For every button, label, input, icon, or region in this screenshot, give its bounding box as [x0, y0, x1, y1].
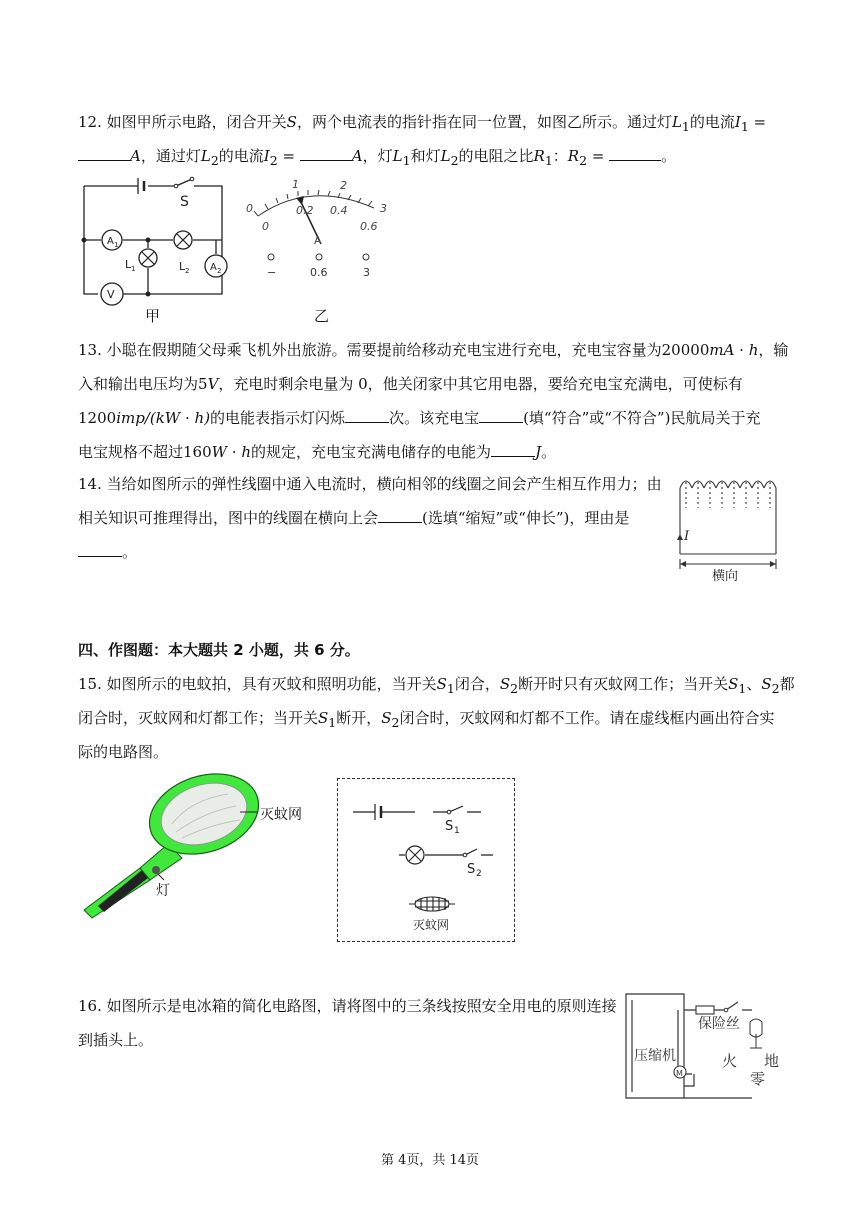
answer-blank[interactable]: [609, 146, 661, 161]
q13-line2: 入和输出电压均为5V，充电时剩余电量为 0，他关闭家中其它用电器，要给充电宝充满电，可使标有: [78, 375, 743, 393]
answer-blank[interactable]: [479, 408, 523, 423]
components-diagram: [337, 778, 513, 940]
svg-text:−: −: [267, 266, 277, 279]
svg-text:0.4: 0.4: [330, 204, 348, 217]
answer-blank[interactable]: [78, 146, 130, 161]
svg-text:V: V: [107, 288, 115, 301]
section-title: 四、作图题：本大题共 2 小题，共 6 分。: [78, 641, 360, 659]
svg-text:1: 1: [131, 265, 136, 273]
svg-text:压缩机: 压缩机: [634, 1048, 676, 1064]
svg-text:A: A: [210, 262, 217, 273]
q13-line1: 13. 小聪在假期随父母乘飞机外出旅游。需要提前给移动充电宝进行充电，充电宝容量为20000mA · h，输: [78, 341, 789, 359]
svg-text:0.2: 0.2: [296, 204, 314, 217]
page-footer: 第 4页，共 14页: [380, 1153, 480, 1168]
svg-text:S: S: [180, 194, 189, 210]
q14-line1: 14. 当给如图所示的弹性线圈中通入电流时，横向相邻的线圈之间会产生相互作用力；由: [78, 475, 662, 493]
svg-text:横向: 横向: [712, 569, 739, 584]
svg-text:0: 0: [262, 220, 269, 233]
q16-line2: 到插头上。: [78, 1031, 154, 1049]
q14-line2: 相关知识可推理得出，图中的线圈在横向上会 (选填“缩短”或“伸长”)，理由是: [78, 509, 630, 527]
svg-text:3: 3: [363, 266, 370, 279]
racket-net-label: 灭蚊网: [260, 807, 302, 823]
svg-text:0: 0: [246, 202, 253, 215]
svg-text:0.6: 0.6: [310, 266, 328, 279]
svg-text:保险丝: 保险丝: [698, 1016, 740, 1032]
svg-text:2: 2: [476, 869, 482, 879]
ammeter-dial: [244, 172, 392, 284]
svg-text:1: 1: [454, 826, 460, 836]
q12-line1: 12. 如图甲所示电路，闭合开关S，两个电流表的指针指在同一位置，如图乙所示。通过灯$L_1$的电流$I_1$ =: [78, 113, 767, 134]
svg-text:S: S: [467, 862, 476, 877]
q15-line2: 闭合时，灭蚊网和灯都工作；当开关$S_1$断开，$S_2$闭合时，灭蚊网和灯都不工作。请在虚线框内画出符合实: [78, 709, 775, 730]
mosquito-racket-image: [78, 770, 318, 920]
svg-text:L: L: [125, 258, 132, 271]
svg-text:L: L: [179, 260, 186, 273]
fuse-icon: [696, 1006, 714, 1014]
svg-text:火: 火: [722, 1052, 738, 1070]
q12-line2: A，通过灯$L_2$的电流$I_2 = A$，灯$L_1$和灯$L_2$的电阻之比$R_1$：$R_2$ = 。: [78, 146, 676, 171]
circuit-diagram-jia: [76, 176, 236, 326]
svg-text:0.6: 0.6: [360, 220, 378, 233]
q13-line3: 1200imp/(kW · h)的电能表指示灯闪烁 次。该充电宝 (填“符合”或“不符合”)民航局关于充: [78, 409, 761, 427]
coil-diagram: [672, 468, 782, 584]
q13-line4: 电宝规格不超过160W · h的规定，充电宝充满电储存的电能为 J。: [78, 443, 557, 461]
svg-text:M: M: [676, 1069, 683, 1078]
svg-text:1: 1: [114, 241, 119, 249]
svg-text:2: 2: [340, 179, 347, 192]
svg-text:2: 2: [185, 267, 190, 275]
svg-text:1: 1: [292, 178, 299, 191]
answer-blank[interactable]: [491, 442, 535, 457]
svg-text:3: 3: [380, 202, 387, 215]
svg-text:地: 地: [764, 1052, 780, 1070]
answer-blank[interactable]: [378, 508, 422, 523]
svg-text:A: A: [314, 234, 322, 247]
answer-blank[interactable]: [78, 542, 122, 557]
svg-text:I: I: [684, 529, 690, 544]
svg-text:S: S: [445, 819, 454, 834]
q15-line3: 际的电路图。: [78, 743, 169, 761]
svg-text:零: 零: [750, 1070, 766, 1088]
figure-label-yi: 乙: [314, 307, 330, 325]
answer-blank[interactable]: [300, 146, 352, 161]
q16-line1: 16. 如图所示是电冰箱的简化电路图，请将图中的三条线按照安全用电的原则连接: [78, 997, 617, 1015]
answer-blank[interactable]: [345, 408, 389, 423]
q15-line1: 15. 如图所示的电蚊拍，具有灭蚊和照明功能，当开关$S_1$闭合，$S_2$断开时只有灭蚊网工作；当开关$S_1$、$S_2$都: [78, 675, 795, 696]
svg-text:A: A: [107, 236, 114, 247]
svg-text:灭蚊网: 灭蚊网: [413, 918, 450, 932]
figure-label-jia: 甲: [145, 307, 161, 325]
svg-text:2: 2: [217, 267, 222, 275]
racket-lamp-label: 灯: [156, 883, 170, 899]
fridge-circuit-diagram: [622, 990, 784, 1108]
q14-line3: 。: [78, 542, 137, 562]
